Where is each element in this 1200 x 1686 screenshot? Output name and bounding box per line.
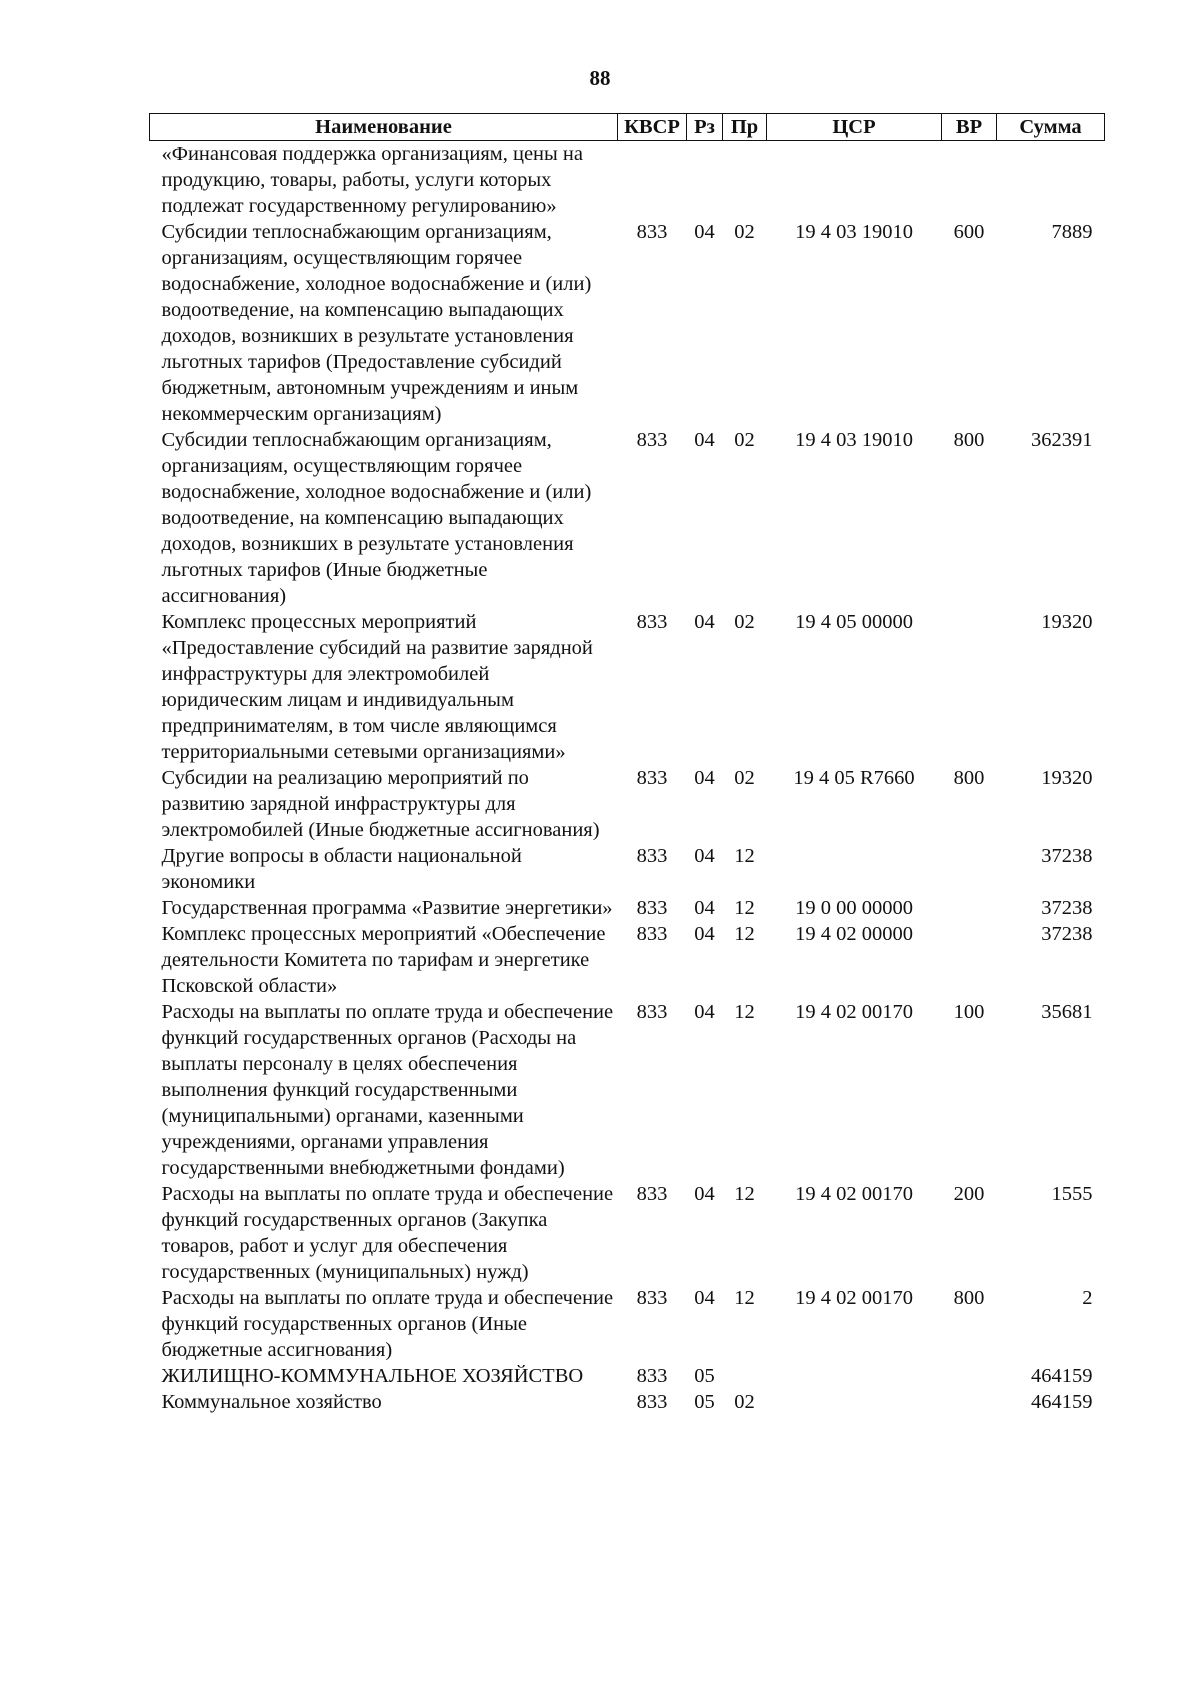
column-header-sum: Сумма <box>997 114 1105 141</box>
row-kvsr: 833 <box>636 611 668 633</box>
row-csr: 19 4 02 00170 <box>795 1287 913 1309</box>
row-sum: 1555 <box>1051 1183 1093 1205</box>
row-pr: 12 <box>734 1287 755 1309</box>
row-csr <box>767 843 942 895</box>
row-name: Комплекс процессных мероприятий «Обеспечение деятельности Комитета по тарифам и энергетике Псковской области» <box>161 923 606 997</box>
table-row <box>150 1363 1105 1389</box>
row-rz: 04 <box>694 1183 715 1205</box>
column-header-csr: ЦСР <box>767 114 942 141</box>
row-sum: 464159 <box>1031 1391 1093 1413</box>
row-csr: 19 4 05 00000 <box>795 611 913 633</box>
column-header-kvsr: КВСР <box>618 114 687 141</box>
row-name: Коммунальное хозяйство <box>161 1391 382 1413</box>
row-rz <box>687 141 723 220</box>
row-name: Комплекс процессных мероприятий «Предоставление субсидий на развитие зарядной инфраструктуры для электромобилей юридическим лицам и индивидуальным предпринимателям, в том числе являющимся территориальными сетевыми организациями» <box>161 611 593 763</box>
row-rz: 04 <box>694 429 715 451</box>
row-pr <box>723 141 767 220</box>
row-sum: 362391 <box>1031 429 1093 451</box>
row-rz: 05 <box>694 1365 715 1387</box>
row-vr <box>942 141 997 220</box>
row-kvsr: 833 <box>636 923 668 945</box>
row-name: «Финансовая поддержка организациям, цены на продукцию, товары, работы, услуги которых подлежат государственному регулированию» <box>161 143 583 217</box>
row-kvsr <box>618 141 687 220</box>
row-kvsr: 833 <box>636 429 668 451</box>
table-body <box>150 141 1105 1416</box>
row-rz: 04 <box>694 767 715 789</box>
row-kvsr: 833 <box>636 845 668 867</box>
table-row <box>150 843 1105 895</box>
row-sum: 19320 <box>1041 611 1093 633</box>
row-rz: 04 <box>694 611 715 633</box>
row-csr: 19 4 03 19010 <box>795 429 913 451</box>
row-csr <box>767 1389 942 1415</box>
row-pr: 02 <box>734 611 755 633</box>
row-sum: 37238 <box>1041 923 1093 945</box>
row-vr <box>942 1363 997 1389</box>
row-vr <box>942 843 997 895</box>
row-vr: 800 <box>953 767 985 789</box>
row-pr: 12 <box>734 897 755 919</box>
row-pr: 12 <box>734 845 755 867</box>
budget-table <box>149 113 1105 1415</box>
row-vr: 600 <box>953 221 985 243</box>
row-vr <box>942 921 997 999</box>
table-row <box>150 895 1105 921</box>
table-row <box>150 765 1105 843</box>
table-row <box>150 219 1105 427</box>
row-vr: 800 <box>953 429 985 451</box>
row-sum: 35681 <box>1041 1001 1093 1023</box>
table-header <box>150 114 1105 141</box>
row-pr: 02 <box>734 429 755 451</box>
row-name: Расходы на выплаты по оплате труда и обеспечение функций государственных органов (Закупка товаров, работ и услуг для обеспечения государственных (муниципальных) нужд) <box>161 1183 614 1283</box>
row-pr: 02 <box>734 221 755 243</box>
row-kvsr: 833 <box>636 221 668 243</box>
column-header-rz: Рз <box>687 114 723 141</box>
row-rz: 04 <box>694 897 715 919</box>
row-sum: 37238 <box>1041 897 1093 919</box>
row-kvsr: 833 <box>636 767 668 789</box>
table-row <box>150 1389 1105 1415</box>
row-sum <box>997 141 1105 220</box>
row-csr: 19 4 05 R7660 <box>793 767 915 789</box>
table-row <box>150 609 1105 765</box>
row-rz: 04 <box>694 1287 715 1309</box>
row-sum: 37238 <box>1041 845 1093 867</box>
row-name: Субсидии на реализацию мероприятий по развитию зарядной инфраструктуры для электромобилей (Иные бюджетные ассигнования) <box>161 767 600 841</box>
row-vr <box>942 895 997 921</box>
row-csr: 19 4 03 19010 <box>795 221 913 243</box>
row-vr <box>942 1389 997 1415</box>
row-pr: 02 <box>734 1391 755 1413</box>
row-rz: 04 <box>694 923 715 945</box>
row-csr: 19 4 02 00170 <box>795 1001 913 1023</box>
row-name: ЖИЛИЩНО-КОММУНАЛЬНОЕ ХОЗЯЙСТВО <box>161 1365 584 1387</box>
row-vr <box>942 609 997 765</box>
row-sum: 19320 <box>1041 767 1093 789</box>
row-kvsr: 833 <box>636 1287 668 1309</box>
row-sum: 7889 <box>1051 221 1093 243</box>
row-name: Другие вопросы в области национальной экономики <box>161 845 522 893</box>
row-kvsr: 833 <box>636 1001 668 1023</box>
row-vr: 100 <box>953 1001 985 1023</box>
table-row <box>150 427 1105 609</box>
row-vr: 200 <box>953 1183 985 1205</box>
row-sum: 464159 <box>1031 1365 1093 1387</box>
table-row <box>150 999 1105 1181</box>
row-pr <box>723 1363 767 1389</box>
row-pr: 12 <box>734 1001 755 1023</box>
column-header-name: Наименование <box>150 114 618 141</box>
table-row <box>150 1181 1105 1285</box>
row-csr <box>767 1363 942 1389</box>
column-header-pr: Пр <box>723 114 767 141</box>
row-name: Субсидии теплоснабжающим организациям, организациям, осуществляющим горячее водоснабжение, холодное водоснабжение и (или) водоотведение, на компенсацию выпадающих доходов, возникших в результате установления льготных тарифов (Предоставление субсидий бюджетным, автономным учреждениям и иным некоммерческим организациям) <box>161 221 592 425</box>
row-rz: 04 <box>694 845 715 867</box>
row-vr: 800 <box>953 1287 985 1309</box>
row-csr: 19 4 02 00000 <box>795 923 913 945</box>
row-name: Расходы на выплаты по оплате труда и обеспечение функций государственных органов (Иные бюджетные ассигнования) <box>161 1287 614 1361</box>
row-rz: 05 <box>694 1391 715 1413</box>
row-kvsr: 833 <box>636 1183 668 1205</box>
row-name: Государственная программа «Развитие энергетики» <box>161 897 613 919</box>
row-kvsr: 833 <box>636 1391 668 1413</box>
row-csr: 19 0 00 00000 <box>795 897 913 919</box>
row-name: Субсидии теплоснабжающим организациям, организациям, осуществляющим горячее водоснабжение, холодное водоснабжение и (или) водоотведение, на компенсацию выпадающих доходов, возникших в результате установления льготных тарифов (Иные бюджетные ассигнования) <box>161 429 592 607</box>
row-sum: 2 <box>1082 1287 1093 1309</box>
row-pr: 02 <box>734 767 755 789</box>
row-name: Расходы на выплаты по оплате труда и обеспечение функций государственных органов (Расходы на выплаты персоналу в целях обеспечения выполнения функций государственными (муниципальными) органами, казенными учреждениями, органами управления государственными внебюджетными фондами) <box>161 1001 614 1179</box>
page-number: 88 <box>589 66 611 90</box>
row-rz: 04 <box>694 221 715 243</box>
column-header-vr: ВР <box>942 114 997 141</box>
row-pr: 12 <box>734 1183 755 1205</box>
row-csr <box>767 141 942 220</box>
row-rz: 04 <box>694 1001 715 1023</box>
row-kvsr: 833 <box>636 897 668 919</box>
row-csr: 19 4 02 00170 <box>795 1183 913 1205</box>
table-row <box>150 921 1105 999</box>
row-pr: 12 <box>734 923 755 945</box>
table-row <box>150 141 1105 220</box>
table-row <box>150 1285 1105 1363</box>
row-kvsr: 833 <box>636 1365 668 1387</box>
